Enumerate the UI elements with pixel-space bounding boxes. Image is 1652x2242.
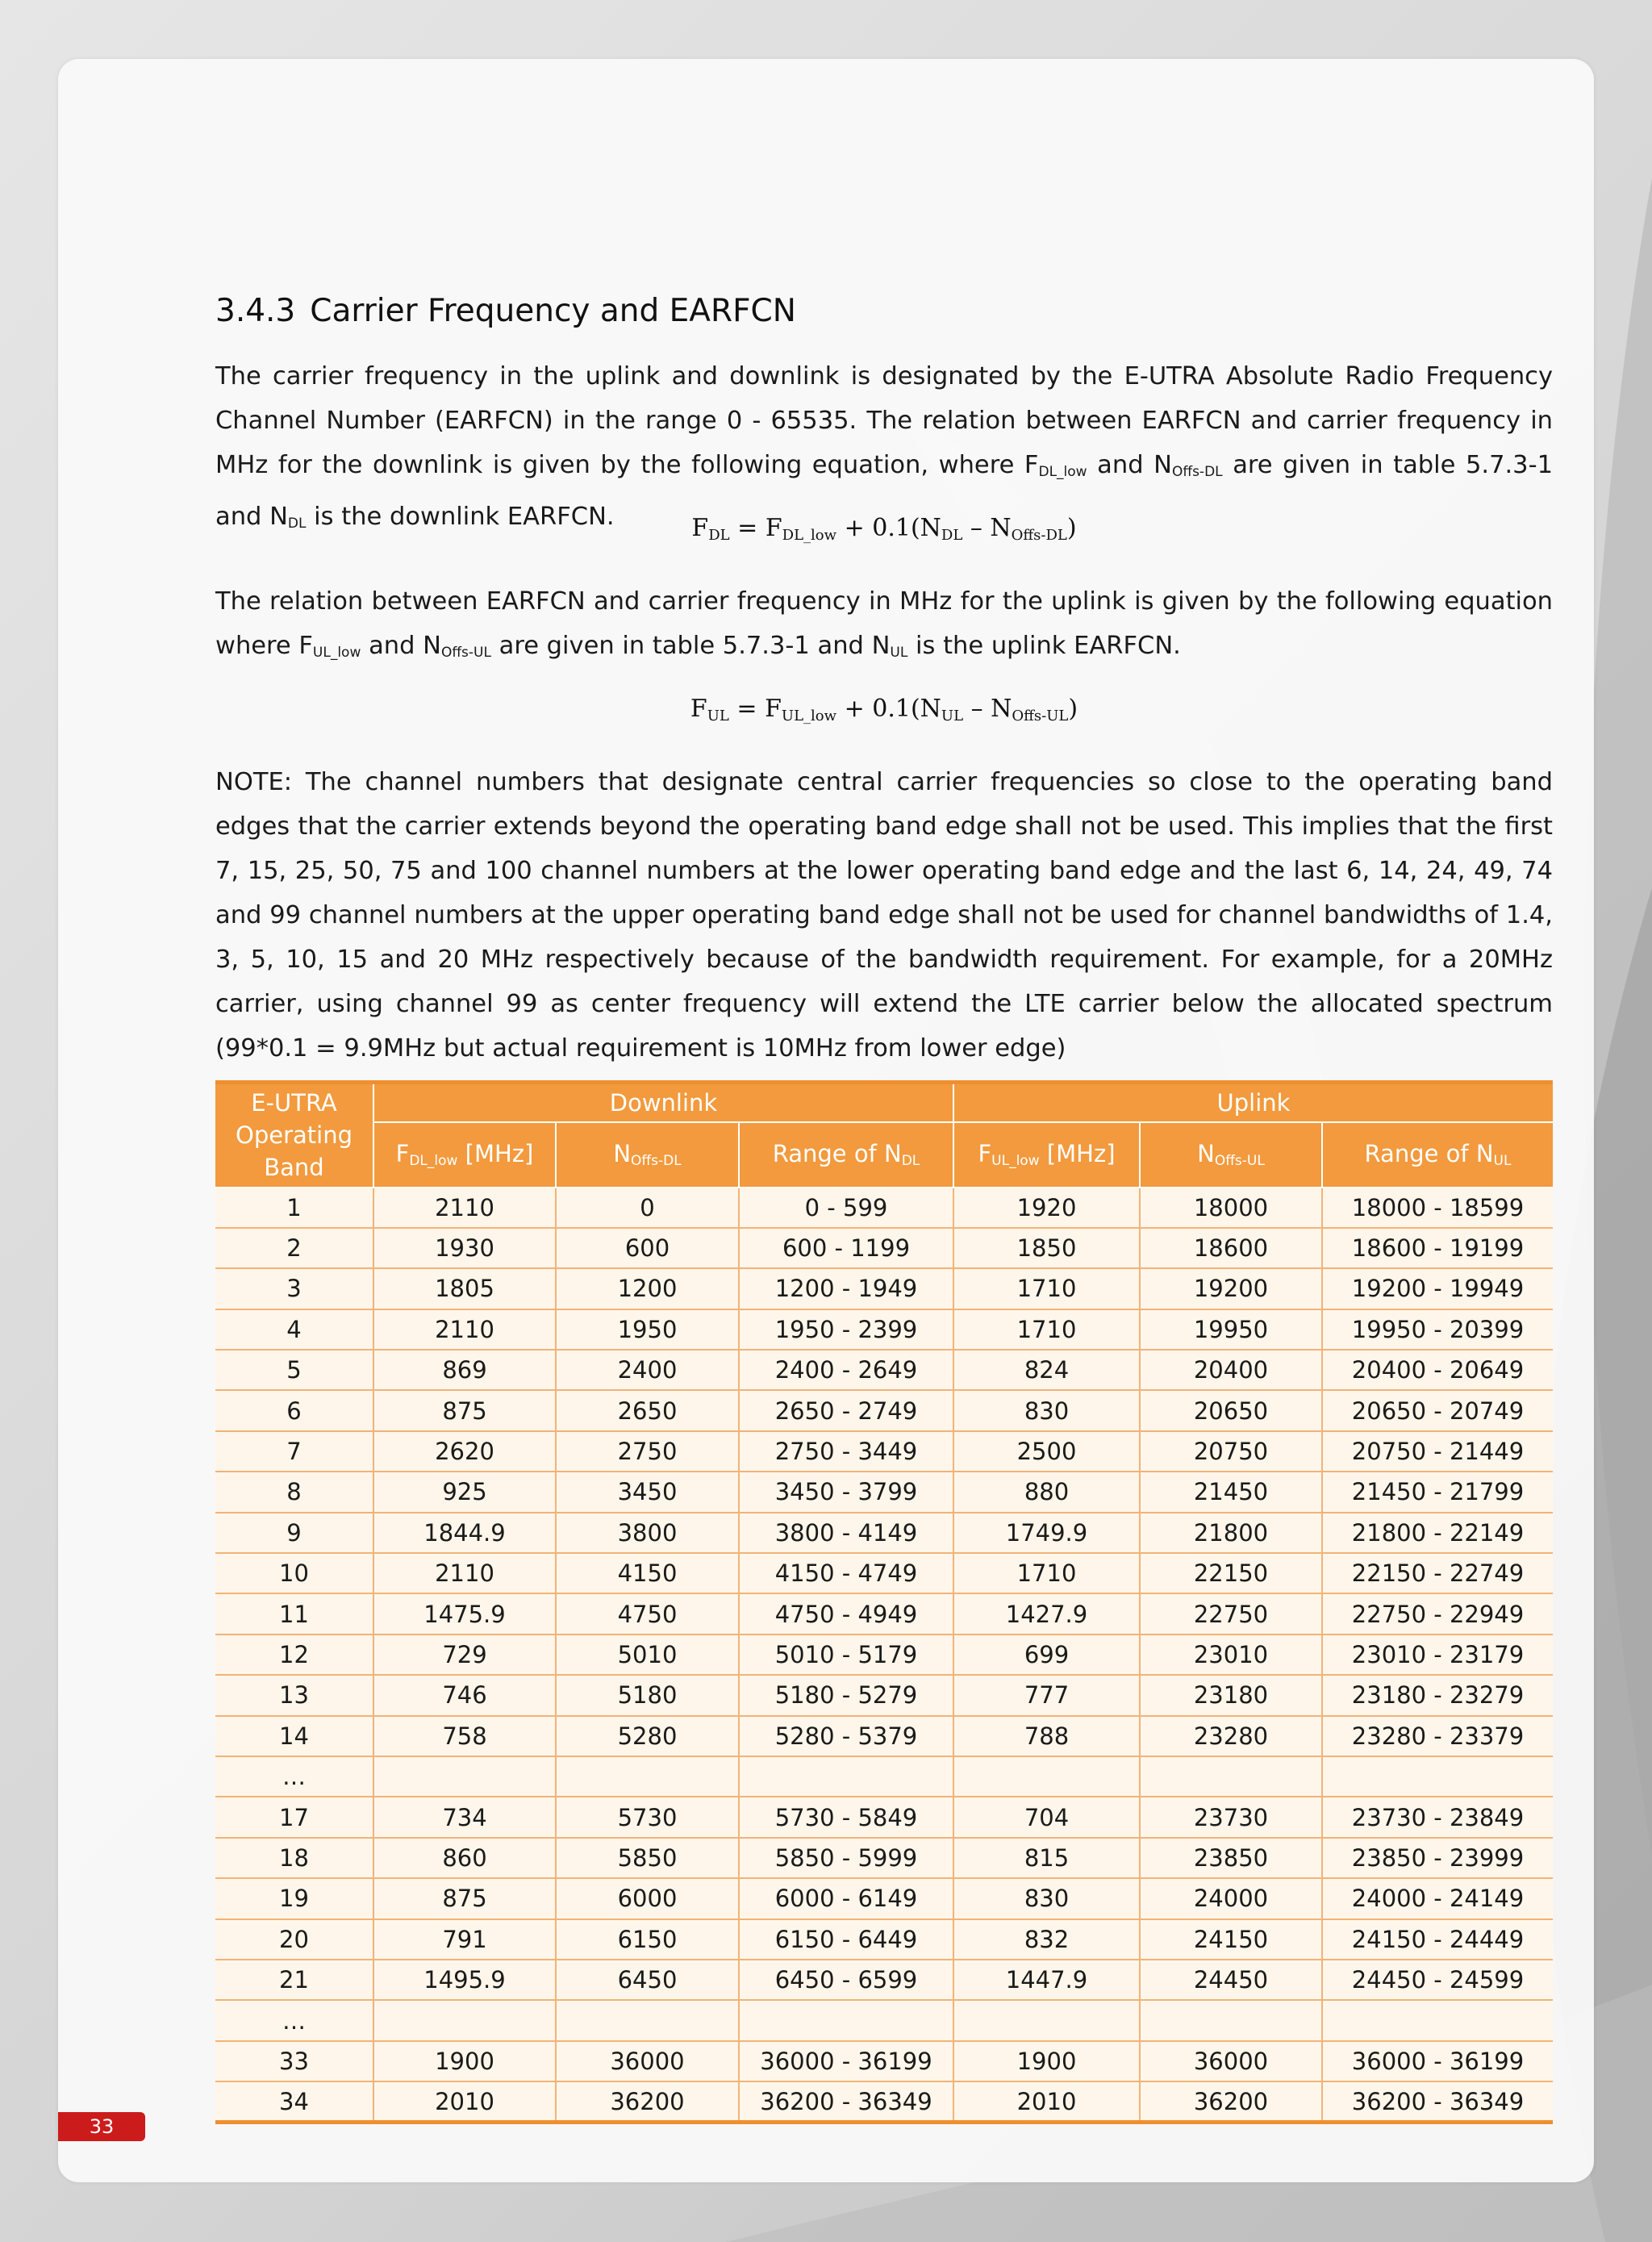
table-cell: 20400 [1140, 1350, 1322, 1390]
table-cell: 23850 [1140, 1838, 1322, 1878]
table-cell: 2620 [373, 1431, 556, 1472]
table-cell: 1805 [373, 1268, 556, 1309]
table-row [215, 1756, 1553, 1797]
table-cell: 5850 - 5999 [739, 1838, 953, 1878]
table-cell: 869 [373, 1350, 556, 1390]
header-text: F [978, 1140, 992, 1167]
table-cell: 11 [215, 1593, 373, 1634]
table-cell: 23010 [1140, 1635, 1322, 1675]
table-cell: 2750 - 3449 [739, 1431, 953, 1472]
table-cell [1322, 2000, 1553, 2040]
table-cell: 880 [953, 1472, 1140, 1512]
table-cell: 24150 - 24449 [1322, 1919, 1553, 1960]
table-cell: 18600 [1140, 1228, 1322, 1268]
header-sub: UL_low [991, 1153, 1040, 1169]
section-number: 3.4.3 [215, 293, 296, 329]
table-cell: 875 [373, 1878, 556, 1918]
table-cell: 36200 [556, 2081, 739, 2122]
table-cell: 832 [953, 1919, 1140, 1960]
table-cell: 20 [215, 1919, 373, 1960]
table-cell: 2110 [373, 1188, 556, 1228]
table-cell: 4750 [556, 1593, 739, 1634]
header-text: [MHz] [457, 1140, 534, 1167]
table-cell: 3450 [556, 1472, 739, 1512]
table-cell: 2500 [953, 1431, 1140, 1472]
table-cell: 5010 [556, 1635, 739, 1675]
table-cell: 2010 [953, 2081, 1140, 2122]
header-text: Range of N [1364, 1140, 1494, 1167]
table-row [215, 1675, 1553, 1715]
table-cell: 0 [556, 1188, 739, 1228]
eq-sub: Offs-DL [1011, 527, 1067, 544]
table-cell: 1749.9 [953, 1513, 1140, 1553]
table-cell [556, 1756, 739, 1797]
table-cell: 2650 - 2749 [739, 1390, 953, 1430]
table-cell: 23730 - 23849 [1322, 1797, 1553, 1837]
subscript: DL [287, 516, 307, 532]
table-cell: 21 [215, 1960, 373, 2000]
table-cell: … [215, 1756, 373, 1797]
table-cell: 20750 [1140, 1431, 1322, 1472]
table-cell: 6450 - 6599 [739, 1960, 953, 2000]
table-cell: 5 [215, 1350, 373, 1390]
table-cell: 23730 [1140, 1797, 1322, 1837]
table-cell: 12 [215, 1635, 373, 1675]
eq-part: F [690, 695, 707, 723]
table-cell: 22750 [1140, 1593, 1322, 1634]
eq-part: = F [729, 514, 782, 542]
table-cell: 746 [373, 1675, 556, 1715]
eq-part: = F [728, 695, 782, 723]
table-cell: 2110 [373, 1553, 556, 1593]
table-cell: 5010 - 5179 [739, 1635, 953, 1675]
table-cell: 4150 [556, 1553, 739, 1593]
header-range-nul [1322, 1122, 1553, 1188]
table-cell: 1200 - 1949 [739, 1268, 953, 1309]
table-cell [1322, 1756, 1553, 1797]
table-row [215, 1797, 1553, 1837]
text: are given in table 5.7.3-1 and N [215, 451, 1554, 531]
subscript: Offs-UL [440, 645, 491, 661]
table-cell: 24150 [1140, 1919, 1322, 1960]
subscript: UL_low [312, 645, 361, 661]
eq-part: F [691, 514, 709, 542]
table-cell: 23280 - 23379 [1322, 1716, 1553, 1756]
subscript: DL_low [1038, 464, 1087, 480]
table-cell: 33 [215, 2041, 373, 2081]
table-cell: 24000 - 24149 [1322, 1878, 1553, 1918]
table-row [215, 1472, 1553, 1512]
table-cell: 23180 - 23279 [1322, 1675, 1553, 1715]
table-row [215, 1838, 1553, 1878]
table-cell: 0 - 599 [739, 1188, 953, 1228]
table-cell: 36000 [556, 2041, 739, 2081]
table-cell: 1920 [953, 1188, 1140, 1228]
table-cell: 1844.9 [373, 1513, 556, 1553]
table-cell: 699 [953, 1635, 1140, 1675]
page-card [58, 59, 1594, 2182]
table-row [215, 2081, 1553, 2122]
subscript: UL [890, 645, 908, 661]
table-cell: 18600 - 19199 [1322, 1228, 1553, 1268]
table-cell: 21800 - 22149 [1322, 1513, 1553, 1553]
table-cell [556, 2000, 739, 2040]
table-row [215, 1878, 1553, 1918]
table-cell: 1850 [953, 1228, 1140, 1268]
table-row [215, 1919, 1553, 1960]
table-cell: 6 [215, 1390, 373, 1430]
eq-sub: DL_low [782, 527, 837, 544]
table-cell: 3800 - 4149 [739, 1513, 953, 1553]
table-cell: 1950 - 2399 [739, 1309, 953, 1350]
table-cell: 9 [215, 1513, 373, 1553]
table-row [215, 1431, 1553, 1472]
table-cell: 2010 [373, 2081, 556, 2122]
table-cell: 815 [953, 1838, 1140, 1878]
table-cell: 6450 [556, 1960, 739, 2000]
header-fdl-low [373, 1122, 556, 1188]
eq-part: + 0.1(N [836, 695, 941, 723]
text: are given in table 5.7.3-1 and N [490, 632, 891, 660]
table-cell: 860 [373, 1838, 556, 1878]
table-cell: 10 [215, 1553, 373, 1593]
header-sub: DL_low [409, 1153, 458, 1169]
table-cell: 824 [953, 1350, 1140, 1390]
table-cell: 24450 [1140, 1960, 1322, 2000]
table-cell: 19950 [1140, 1309, 1322, 1350]
table-cell: 1200 [556, 1268, 739, 1309]
table-cell: 4750 - 4949 [739, 1593, 953, 1634]
table-cell: 36200 [1140, 2081, 1322, 2122]
table-cell: 21450 [1140, 1472, 1322, 1512]
table-cell: 2400 [556, 1350, 739, 1390]
table-cell: 20400 - 20649 [1322, 1350, 1553, 1390]
table-cell: 1900 [953, 2041, 1140, 2081]
table-row [215, 1350, 1553, 1390]
table-cell: 7 [215, 1431, 373, 1472]
header-sub: Offs-DL [631, 1153, 682, 1169]
equation-downlink [215, 514, 1553, 544]
table-cell: 6150 - 6449 [739, 1919, 953, 1960]
note-paragraph: NOTE: The channel numbers that designate central carrier frequencies so close to the operating band edges that the carrier extends beyond the operating band edge shall not be used. This implies that the first 7, 15, 25, 50, 75 and 100 channel numbers at the lower operating band edge and the last 6, 14, 24, 49, 74 and 99 channel numbers at the upper operating band edge shall not be used for channel bandwidths of 1.4, 3, 5, 10, 15 and 20 MHz respectively because of the bandwidth requirement. For example, for a 20MHz carrier, using channel 99 as center frequency will extend the LTE carrier below the allocated spectrum (99*0.1 = 9.9MHz but actual requirement is 10MHz from lower edge) [215, 768, 1553, 1063]
table-cell: 1447.9 [953, 1960, 1140, 2000]
table-cell: 777 [953, 1675, 1140, 1715]
table-cell: 2750 [556, 1431, 739, 1472]
table-row [215, 1513, 1553, 1553]
table-cell [373, 2000, 556, 2040]
table-cell: 8 [215, 1472, 373, 1512]
table-row [215, 1188, 1553, 1228]
table-cell: 2 [215, 1228, 373, 1268]
table-cell: 20650 - 20749 [1322, 1390, 1553, 1430]
eq-part: – N [963, 695, 1012, 723]
text: and N [361, 632, 441, 660]
table-cell: 18000 [1140, 1188, 1322, 1228]
text: is the uplink EARFCN. [907, 632, 1181, 660]
table-cell: 20750 - 21449 [1322, 1431, 1553, 1472]
header-sub: DL [901, 1153, 920, 1169]
table-cell: 6150 [556, 1919, 739, 1960]
table-cell: 1495.9 [373, 1960, 556, 2000]
header-downlink: Downlink [373, 1083, 953, 1122]
eq-part: ) [1068, 695, 1078, 723]
table-cell: 925 [373, 1472, 556, 1512]
paragraph-uplink [215, 579, 1553, 675]
table-cell: 5180 - 5279 [739, 1675, 953, 1715]
table-row [215, 1390, 1553, 1430]
section-title: Carrier Frequency and EARFCN [310, 293, 796, 329]
table-cell: 1900 [373, 2041, 556, 2081]
table-row [215, 2000, 1553, 2040]
table-cell: 2400 - 2649 [739, 1350, 953, 1390]
header-text: F [395, 1140, 410, 1167]
table-cell [953, 2000, 1140, 2040]
table-row [215, 1553, 1553, 1593]
table-cell: 19200 - 19949 [1322, 1268, 1553, 1309]
table-cell: 1475.9 [373, 1593, 556, 1634]
table-cell: 36200 - 36349 [739, 2081, 953, 2122]
header-sub: Offs-UL [1214, 1153, 1265, 1169]
header-text: Range of N [772, 1140, 902, 1167]
table-cell [953, 1756, 1140, 1797]
section-heading [215, 293, 796, 329]
table-cell: 36200 - 36349 [1322, 2081, 1553, 2122]
subscript: Offs-DL [1171, 464, 1223, 480]
eq-sub: UL [707, 708, 729, 724]
header-uplink: Uplink [953, 1083, 1553, 1122]
table-cell: 36000 - 36199 [1322, 2041, 1553, 2081]
table-cell: 734 [373, 1797, 556, 1837]
table-cell: 19950 - 20399 [1322, 1309, 1553, 1350]
table-cell: 18000 - 18599 [1322, 1188, 1553, 1228]
table-body [215, 1188, 1553, 2123]
header-sub: UL [1493, 1153, 1512, 1169]
table-cell: 600 - 1199 [739, 1228, 953, 1268]
table-cell: 729 [373, 1635, 556, 1675]
table-cell: 5280 - 5379 [739, 1716, 953, 1756]
eq-sub: Offs-UL [1012, 708, 1069, 724]
table-cell [739, 2000, 953, 2040]
table-row [215, 1716, 1553, 1756]
eq-sub: UL [941, 708, 964, 724]
table-cell: 13 [215, 1675, 373, 1715]
table-cell: 830 [953, 1878, 1140, 1918]
eq-sub: DL [708, 527, 730, 544]
table-cell: 1710 [953, 1268, 1140, 1309]
eq-sub: DL [941, 527, 963, 544]
table-cell: 24000 [1140, 1878, 1322, 1918]
table-cell: 24450 - 24599 [1322, 1960, 1553, 2000]
table-row [215, 1635, 1553, 1675]
table-cell: 1930 [373, 1228, 556, 1268]
text: and N [1087, 451, 1172, 479]
table-cell: … [215, 2000, 373, 2040]
eq-part: ) [1066, 514, 1077, 542]
table-cell: 22750 - 22949 [1322, 1593, 1553, 1634]
table-cell: 18 [215, 1838, 373, 1878]
table-cell: 23850 - 23999 [1322, 1838, 1553, 1878]
table-cell: 704 [953, 1797, 1140, 1837]
table-cell [1140, 1756, 1322, 1797]
table-cell: 3800 [556, 1513, 739, 1553]
table-row [215, 2041, 1553, 2081]
eq-sub: UL_low [781, 708, 837, 724]
table-cell: 5180 [556, 1675, 739, 1715]
header-text: N [1197, 1140, 1215, 1167]
table-cell: 5280 [556, 1716, 739, 1756]
table-cell: 5730 - 5849 [739, 1797, 953, 1837]
table-cell: 36000 [1140, 2041, 1322, 2081]
table-cell: 21800 [1140, 1513, 1322, 1553]
table-cell: 23280 [1140, 1716, 1322, 1756]
table-row [215, 1593, 1553, 1634]
table-cell: 23010 - 23179 [1322, 1635, 1553, 1675]
table-cell [373, 1756, 556, 1797]
table-cell: 2110 [373, 1309, 556, 1350]
table-cell: 1950 [556, 1309, 739, 1350]
equation-uplink [215, 695, 1553, 724]
table-row [215, 1960, 1553, 2000]
table-cell: 4150 - 4749 [739, 1553, 953, 1593]
table-cell: 3450 - 3799 [739, 1472, 953, 1512]
table-cell: 1710 [953, 1309, 1140, 1350]
text: is the downlink EARFCN. [306, 503, 615, 531]
table-cell: 6000 - 6149 [739, 1878, 953, 1918]
header-ful-low [953, 1122, 1140, 1188]
table-cell: 20650 [1140, 1390, 1322, 1430]
eq-part: + 0.1(N [836, 514, 941, 542]
table-cell: 600 [556, 1228, 739, 1268]
table-cell: 2650 [556, 1390, 739, 1430]
table-cell: 875 [373, 1390, 556, 1430]
table-cell: 1427.9 [953, 1593, 1140, 1634]
table-cell: 6000 [556, 1878, 739, 1918]
table-cell: 5730 [556, 1797, 739, 1837]
header-text: [MHz] [1039, 1140, 1116, 1167]
table-cell: 1 [215, 1188, 373, 1228]
table-cell: 5850 [556, 1838, 739, 1878]
table-row [215, 1268, 1553, 1309]
header-range-ndl [739, 1122, 953, 1188]
table-cell: 3 [215, 1268, 373, 1309]
table-cell: 830 [953, 1390, 1140, 1430]
table-cell: 19 [215, 1878, 373, 1918]
table-cell: 23180 [1140, 1675, 1322, 1715]
table-cell: 4 [215, 1309, 373, 1350]
table-cell: 36000 - 36199 [739, 2041, 953, 2081]
header-band: E-UTRA Operating Band [215, 1083, 373, 1188]
table-cell: 22150 - 22749 [1322, 1553, 1553, 1593]
table-cell: 791 [373, 1919, 556, 1960]
table-cell [739, 1756, 953, 1797]
text: The carrier frequency in the uplink and downlink is designated by the E-UTRA Absolute Radio Frequency Channel Number (EARFCN) in the range 0 - 65535. The relation between EARFCN and carrier frequency in MHz for the downlink is given by the following equation, where F [215, 362, 1553, 479]
table-cell: 19200 [1140, 1268, 1322, 1309]
page-number: 33 [58, 2112, 145, 2141]
table-row [215, 1309, 1553, 1350]
header-noffs-ul [1140, 1122, 1322, 1188]
table-row [215, 1228, 1553, 1268]
table-cell: 788 [953, 1716, 1140, 1756]
table-cell: 22150 [1140, 1553, 1322, 1593]
text: The relation between EARFCN and carrier frequency in MHz for the uplink is given by the following equation where F [215, 587, 1553, 660]
table-cell: 17 [215, 1797, 373, 1837]
table-cell: 34 [215, 2081, 373, 2122]
eq-part: – N [962, 514, 1012, 542]
table-cell: 758 [373, 1716, 556, 1756]
header-text: N [613, 1140, 632, 1167]
table-cell: 14 [215, 1716, 373, 1756]
earfcn-band-table [215, 1080, 1553, 2124]
header-noffs-dl [556, 1122, 739, 1188]
table-cell: 1710 [953, 1553, 1140, 1593]
table-cell: 21450 - 21799 [1322, 1472, 1553, 1512]
table-cell [1140, 2000, 1322, 2040]
